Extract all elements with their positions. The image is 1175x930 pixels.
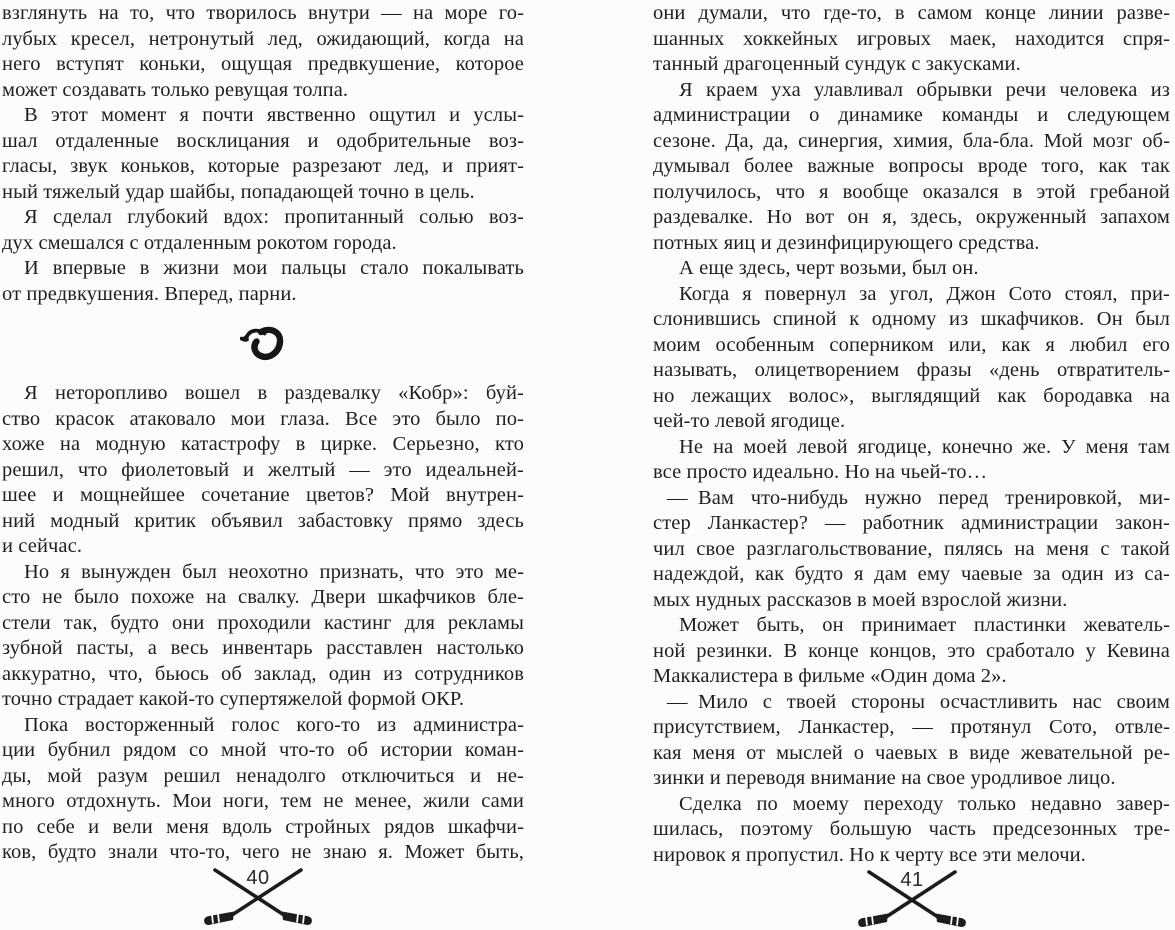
text-line: сто не было похоже на свалку. Двери шкафчиков бле- xyxy=(2,586,524,608)
text-line: зубной пасты, а весь инвентарь расставлен настолько xyxy=(2,637,524,659)
left-page-text-column xyxy=(2,1,524,866)
text-line: гласы, звук коньков, которые разрезают лед, и прият- xyxy=(2,155,524,177)
text-line: кая меня от мыслей о чаевых в виде жевательной ре- xyxy=(653,741,1170,764)
text-line: и сейчас. xyxy=(2,535,83,557)
text-line: присутствием, Ланкастер, — протянул Сото, отвле- xyxy=(653,716,1170,738)
text-line: моим особенным соперником или, как я любил его xyxy=(653,333,1170,356)
text-line: ный тяжелый удар шайбы, попадающей точно в цель. xyxy=(2,180,475,203)
right-page-text-column xyxy=(653,1,1170,868)
text-line: администрации о динамике команды и следующем xyxy=(653,104,1170,126)
paragraph xyxy=(2,1,524,103)
paragraph xyxy=(653,690,1170,792)
text-line: Я сделал глубокий вдох: пропитанный солью воз- xyxy=(24,206,524,228)
paragraph xyxy=(653,613,1170,690)
text-line: танный драгоценный сундук с закусками. xyxy=(653,53,1021,75)
paragraph xyxy=(653,78,1170,257)
text-line: ной резинки. В конце концов, это сработало у Кевина xyxy=(653,639,1170,662)
page-number: 41 xyxy=(900,869,924,891)
paragraph xyxy=(2,256,524,307)
paragraph xyxy=(653,1,1170,78)
text-line: слонившись спиной к одному из шкафчиков. Он был xyxy=(653,308,1170,330)
text-line: Маккалистера в фильме «Один дома 2». xyxy=(653,665,1007,687)
snake-ornament-icon xyxy=(240,326,286,362)
text-line: хоже на модную катастрофу в цирке. Серьезно, кто xyxy=(2,433,524,455)
text-line: от предвкушения. Вперед, парни. xyxy=(2,282,297,305)
text-line: него вступят коньки, ощущая предвкушение, которое xyxy=(2,53,524,75)
right-page-footer xyxy=(852,868,972,930)
text-line: Пока восторженный голос кого-то из администра- xyxy=(24,713,524,736)
text-line: ний модный критик объявил забастовку прямо здесь xyxy=(2,509,524,532)
text-line: шал отдаленные восклицания и одобрительные воз- xyxy=(2,129,524,152)
text-line: чей-то левой ягодице. xyxy=(653,410,846,432)
text-line: получилось, что я вообще оказался в этой гребаной xyxy=(653,180,1170,203)
text-line: Не на моей левой ягодице, конечно же. У меня там xyxy=(679,435,1170,458)
text-line: лубых кресел, нетронутый лед, ожидающий, когда на xyxy=(2,27,524,50)
text-line: ции бубнил рядом со мной что-то об истории коман- xyxy=(2,739,524,761)
text-line: надеждой, как будто я дам ему чаевые за один из са- xyxy=(653,563,1170,585)
paragraph xyxy=(653,486,1170,614)
paragraph xyxy=(653,792,1170,869)
paragraph xyxy=(2,381,524,560)
text-line: называть, олицетворением фразы «день отвратитель- xyxy=(653,359,1170,381)
text-line: думывал более важные вопросы вроде того, как так xyxy=(653,155,1170,177)
text-line: шанных хоккейных игровых маек, находится спря- xyxy=(653,27,1170,50)
paragraph xyxy=(653,282,1170,435)
text-line: решил, что фиолетовый и желтый — это идеальней- xyxy=(2,458,524,481)
text-line: раздевалке. Но вот он я, здесь, окруженный запахом xyxy=(653,206,1170,228)
text-line: зинки и переводя внимание на свое уродливое лицо. xyxy=(653,767,1116,789)
text-line: чил свое разглагольствование, пялясь на меня с такой xyxy=(653,537,1170,560)
text-line: Но я вынужден был неохотно признать, что это ме- xyxy=(24,560,524,583)
text-line: Я краем уха улавливал обрывки речи человека из xyxy=(679,78,1170,101)
text-line: аккуратно, что, бьюсь об заклад, один из сотрудников xyxy=(2,662,524,685)
text-line: Я неторопливо вошел в раздевалку «Кобр»: буй- xyxy=(24,382,524,404)
paragraph xyxy=(2,205,524,256)
text-line: Когда я повернул за угол, Джон Сото стоял, при- xyxy=(679,282,1170,305)
text-line: много отдохнуть. Мои ноги, тем не менее, жили сами xyxy=(2,790,524,812)
text-line: нировок я пропустил. Но к черту все эти мелочи. xyxy=(653,843,1086,866)
text-line: потных яиц и дезинфицирующего средства. xyxy=(653,231,1040,254)
paragraph xyxy=(2,713,524,866)
left-page-footer xyxy=(198,866,318,928)
text-line: Может быть, он принимает пластинки жеватель- xyxy=(679,614,1170,636)
text-line: точно страдает какой-то супертяжелой формой ОКР. xyxy=(2,688,465,710)
text-line: шилась, поэтому большую часть предсезонных тре- xyxy=(653,818,1170,840)
paragraph xyxy=(653,435,1170,486)
text-line: ды, мой разум решил ненадолго отключиться и не- xyxy=(2,764,524,787)
text-line: ков, будто знали что-то, чего не знаю я. Может быть, xyxy=(2,841,524,863)
text-line: но лежащих волос», выглядящий как бородавка на xyxy=(653,384,1170,407)
paragraph xyxy=(2,103,524,205)
text-line: ство красок атаковало мои глаза. Все это было по- xyxy=(2,407,524,430)
text-line: — Мило с твоей стороны осчастливить нас своим xyxy=(667,690,1170,713)
section-break-ornament xyxy=(2,307,524,381)
text-line: все просто идеально. Но на чьей-то… xyxy=(653,461,988,483)
text-line: А еще здесь, черт возьми, был он. xyxy=(679,257,979,279)
text-line: — Вам что-нибудь нужно перед тренировкой, ми- xyxy=(667,486,1170,509)
text-line: по себе и вели меня вдоль стройных рядов шкафчи- xyxy=(2,815,524,838)
text-line: они думали, что где-то, в самом конце линии разве- xyxy=(653,2,1170,24)
paragraph xyxy=(2,560,524,713)
text-line: дух смешался с отдаленным рокотом города. xyxy=(2,231,397,254)
text-line: шее и мощнейшее сочетание цветов? Мой внутрен- xyxy=(2,484,524,506)
paragraph xyxy=(653,256,1170,282)
text-line: Сделка по моему переходу только недавно завер- xyxy=(679,792,1170,815)
text-line: стер Ланкастер? — работник администрации закон- xyxy=(653,512,1170,534)
text-line: И впервые в жизни мои пальцы стало покалывать xyxy=(24,257,524,279)
text-line: В этот момент я почти явственно ощутил и услы- xyxy=(24,104,524,126)
text-line: мых нудных рассказов в моей взрослой жизни. xyxy=(653,588,1068,611)
text-line: стели так, будто они проходили кастинг для рекламы xyxy=(2,611,524,634)
text-line: сезоне. Да, да, синергия, химия, бла-бла. Мой мозг об- xyxy=(653,129,1170,152)
text-line: может создавать только ревущая толпа. xyxy=(2,78,349,101)
page-number: 40 xyxy=(246,867,270,889)
text-line: взглянуть на то, что творилось внутри — на море го- xyxy=(2,2,524,24)
